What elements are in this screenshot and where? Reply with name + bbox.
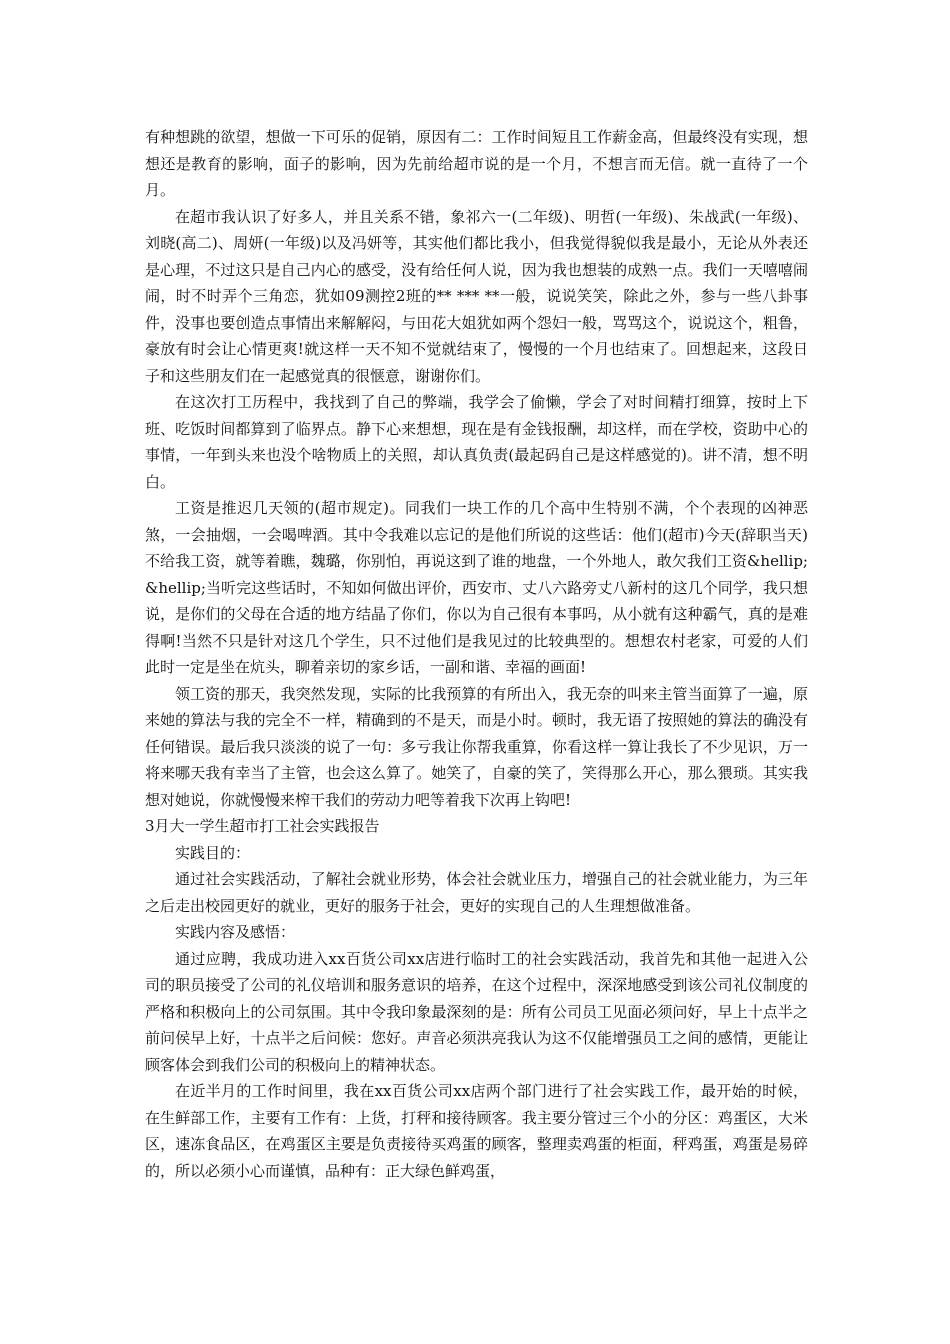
paragraph: 工资是推迟几天领的(超市规定)。同我们一块工作的几个高中生特别不满，个个表现的凶神恶煞，一会抽烟，一会喝啤酒。其中令我难以忘记的是他们所说的这些话：他们(超市)今天(辞职当天)不给我工资，就等着瞧，魏璐，你别怕，再说这到了谁的地盘，一个外地人，敢欠我们工资&hellip;&hellip;当听完这些话时，不知如何做出评价，西安市、丈八六路旁丈八新村的这几个同学，我只想说，是你们的父母在合适的地方结晶了你们，你以为自己很有本事吗，从小就有这种霸气，真的是难得啊!当然不只是针对这几个学生，只不过他们是我见过的比较典型的。想想农村老家，可爱的人们此时一定是坐在炕头，聊着亲切的家乡话，一副和谐、幸福的画面! [145,499,808,676]
paragraph: 有种想跳的欲望，想做一下可乐的促销，原因有二：工作时间短且工作薪金高，但最终没有实现，想想还是教育的影响，面子的影响，因为先前给超市说的是一个月，不想言而无信。就一直待了一个月。 [145,128,808,199]
paragraph: 在这次打工历程中，我找到了自己的弊端，我学会了偷懒，学会了对时间精打细算，按时上下班、吃饭时间都算到了临界点。静下心来想想，现在是有金钱报酬，却这样，而在学校，资助中心的事情，一年到头来也没个啥物质上的关照，却认真负责(最起码自己是这样感觉的)。讲不清，想不明白。 [145,393,808,491]
paragraph: 在超市我认识了好多人，并且关系不错，象祁六一(二年级)、明哲(一年级)、朱战武(一年级)、刘晓(高二)、周妍(一年级)以及冯妍等，其实他们都比我小，但我觉得貌似我是最小，无论从外表还是心理，不过这只是自己内心的感受，没有给任何人说，因为我也想装的成熟一点。我们一天嘻嘻闹闹，时不时弄个三角恋，犹如09测控2班的** *** **一般，说说笑笑，除此之外，参与一些八卦事件，没事也要创造点事情出来解解闷，与田花大姐犹如两个怨妇一般，骂骂这个，说说这个，粗鲁，豪放有时会让心情更爽!就这样一天不知不觉就结束了，慢慢的一个月也结束了。回想起来，这段日子和这些朋友们在一起感觉真的很惬意，谢谢你们。 [145,207,808,385]
paragraph: 在近半月的工作时间里，我在xx百货公司xx店两个部门进行了社会实践工作，最开始的时候，在生鲜部工作，主要有工作有：上货，打秤和接待顾客。我主要分管过三个小的分区：鸡蛋区，大米区，速冻食品区，在鸡蛋区主要是负责接待买鸡蛋的顾客，整理卖鸡蛋的柜面，秤鸡蛋，鸡蛋是易碎的，所以必须小心而谨慎，品种有：正大绿色鲜鸡蛋， [145,1082,808,1180]
subheading: 实践内容及感悟： [175,923,296,941]
section-title: 3月大一学生超市打工社会实践报告 [145,817,380,835]
paragraph: 领工资的那天，我突然发现，实际的比我预算的有所出入，我无奈的叫来主管当面算了一遍，原来她的算法与我的完全不一样，精确到的不是天，而是小时。顿时，我无语了按照她的算法的确没有任何错误。最后我只淡淡的说了一句：多亏我让你帮我重算，你看这样一算让我长了不少见识，万一将来哪天我有幸当了主管，也会这么算了。她笑了，自豪的笑了，笑得那么开心，那么猥琐。其实我想对她说，你就慢慢来榨干我们的劳动力吧等着我下次再上钩吧! [145,684,808,809]
paragraph: 通过应聘，我成功进入xx百货公司xx店进行临时工的社会实践活动，我首先和其他一起进入公司的职员接受了公司的礼仪培训和服务意识的培养，在这个过程中，深深地感受到该公司礼仪制度的严格和积极向上的公司氛围。其中令我印象最深刻的是：所有公司员工见面必须问好，早上十点半之前问侯早上好，十点半之后问候：您好。声音必须洪亮我认为这不仅能增强员工之间的感情，更能让顾客体会到我们公司的积极向上的精神状态。 [145,949,808,1074]
document-body [145,124,808,1184]
subheading: 实践目的： [175,843,251,862]
paragraph: 通过社会实践活动，了解社会就业形势，体会社会就业压力，增强自己的社会就业能力，为三年之后走出校园更好的就业，更好的服务于社会，更好的实现自己的人生理想做准备。 [145,870,808,915]
